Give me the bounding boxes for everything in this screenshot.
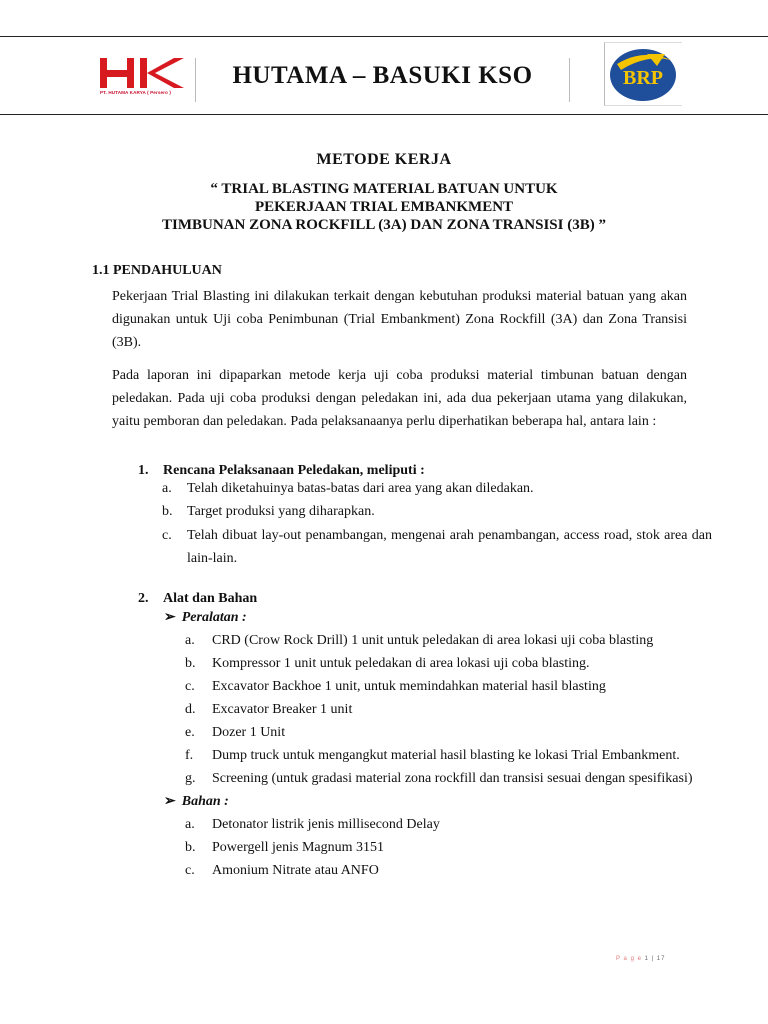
brp-logo-text: BRP (623, 67, 663, 89)
list-marker: b. (162, 504, 173, 519)
arrow-bullet-icon: ➢ (164, 610, 176, 625)
list-1-number: 1. (138, 463, 149, 478)
list-item-text: Detonator listrik jenis millisecond Delay (212, 817, 440, 832)
list-item-text: Target produksi yang diharapkan. (187, 504, 375, 519)
peralatan-label: Peralatan : (181, 610, 247, 625)
page-word: P a g e (616, 956, 642, 962)
intro-paragraph-1: Pekerjaan Trial Blasting ini dilakukan terkait dengan kebutuhan produksi material batuan yang akan digunakan untuk Uji coba Penimbunan (Trial Embankment) Zona Rockfill (3A) dan Zona Transisi (3B). (112, 289, 687, 350)
intro-paragraph-2: Pada laporan ini dipaparkan metode kerja uji coba produksi material timbunan batuan dengan peledakan. Pada uji coba produksi dengan peledakan ini, ada dua pekerjaan utama yang dilakukan, yaitu pemboran dan peledakan. Pada pelaksanaanya perlu diperhatikan beberapa hal, antara lain : (112, 368, 687, 429)
list-marker: a. (162, 481, 172, 496)
page-number-value: 1 | 17 (644, 956, 666, 962)
list-marker: b. (185, 840, 196, 855)
list-item-text: Screening (untuk gradasi material zona rockfill dan transisi sesuai dengan spesifikasi) (212, 771, 693, 786)
company-title: HUTAMA – BASUKI KSO (232, 62, 533, 89)
list-item-text: Dump truck untuk mengangkut material hasil blasting ke lokasi Trial Embankment. (212, 748, 680, 763)
list-item-text: Powergell jenis Magnum 3151 (212, 840, 385, 855)
header-top-rule (0, 36, 768, 37)
list-item-text: Telah diketahuinya batas-batas dari area yang akan diledakan. (187, 481, 534, 496)
list-marker: a. (185, 817, 195, 832)
list-2-number: 2. (138, 591, 149, 606)
list-item-text: Kompressor 1 unit untuk peledakan di area lokasi uji coba blasting. (212, 656, 590, 671)
document-title: METODE KERJA (316, 151, 452, 168)
page-number (616, 956, 665, 962)
bahan-heading (164, 793, 229, 810)
list-marker: g. (185, 771, 196, 786)
bahan-label: Bahan : (181, 794, 229, 809)
brp-logo-icon (607, 46, 679, 102)
list-marker: a. (185, 633, 195, 648)
list-item-text: Dozer 1 Unit (212, 725, 286, 740)
list-item-text: Excavator Breaker 1 unit (212, 702, 353, 717)
list-marker: e. (185, 725, 195, 740)
list-2-title: Alat dan Bahan (163, 591, 258, 606)
list-item-text: CRD (Crow Rock Drill) 1 unit untuk peledakan di area lokasi uji coba blasting (212, 633, 654, 648)
subtitle-line-3: TIMBUNAN ZONA ROCKFILL (3A) DAN ZONA TRANSISI (3B) ” (162, 217, 606, 233)
list-marker: c. (162, 528, 172, 543)
list-1-title: Rencana Pelaksanaan Peledakan, meliputi : (163, 463, 425, 478)
peralatan-heading (164, 609, 247, 626)
list-item-text: Telah dibuat lay-out penambangan, mengenai arah penambangan, access road, stok area dan lain-lain. (187, 528, 712, 566)
list-item-text: Amonium Nitrate atau ANFO (212, 863, 379, 878)
list-marker: d. (185, 702, 196, 717)
list-marker: c. (185, 863, 195, 878)
list-item-text: Excavator Backhoe 1 unit, untuk memindahkan material hasil blasting (212, 679, 606, 694)
section-heading: 1.1 PENDAHULUAN (92, 263, 222, 278)
hk-logo-caption: PT. HUTAMA KARYA ( Persero ) (100, 90, 171, 95)
subtitle-line-2: PEKERJAAN TRIAL EMBANKMENT (254, 199, 514, 215)
arrow-bullet-icon: ➢ (164, 794, 176, 809)
header-bottom-rule (0, 114, 768, 115)
list-marker: c. (185, 679, 195, 694)
subtitle-line-1: “ TRIAL BLASTING MATERIAL BATUAN UNTUK (210, 181, 558, 197)
list-marker: b. (185, 656, 196, 671)
list-marker: f. (185, 748, 194, 763)
